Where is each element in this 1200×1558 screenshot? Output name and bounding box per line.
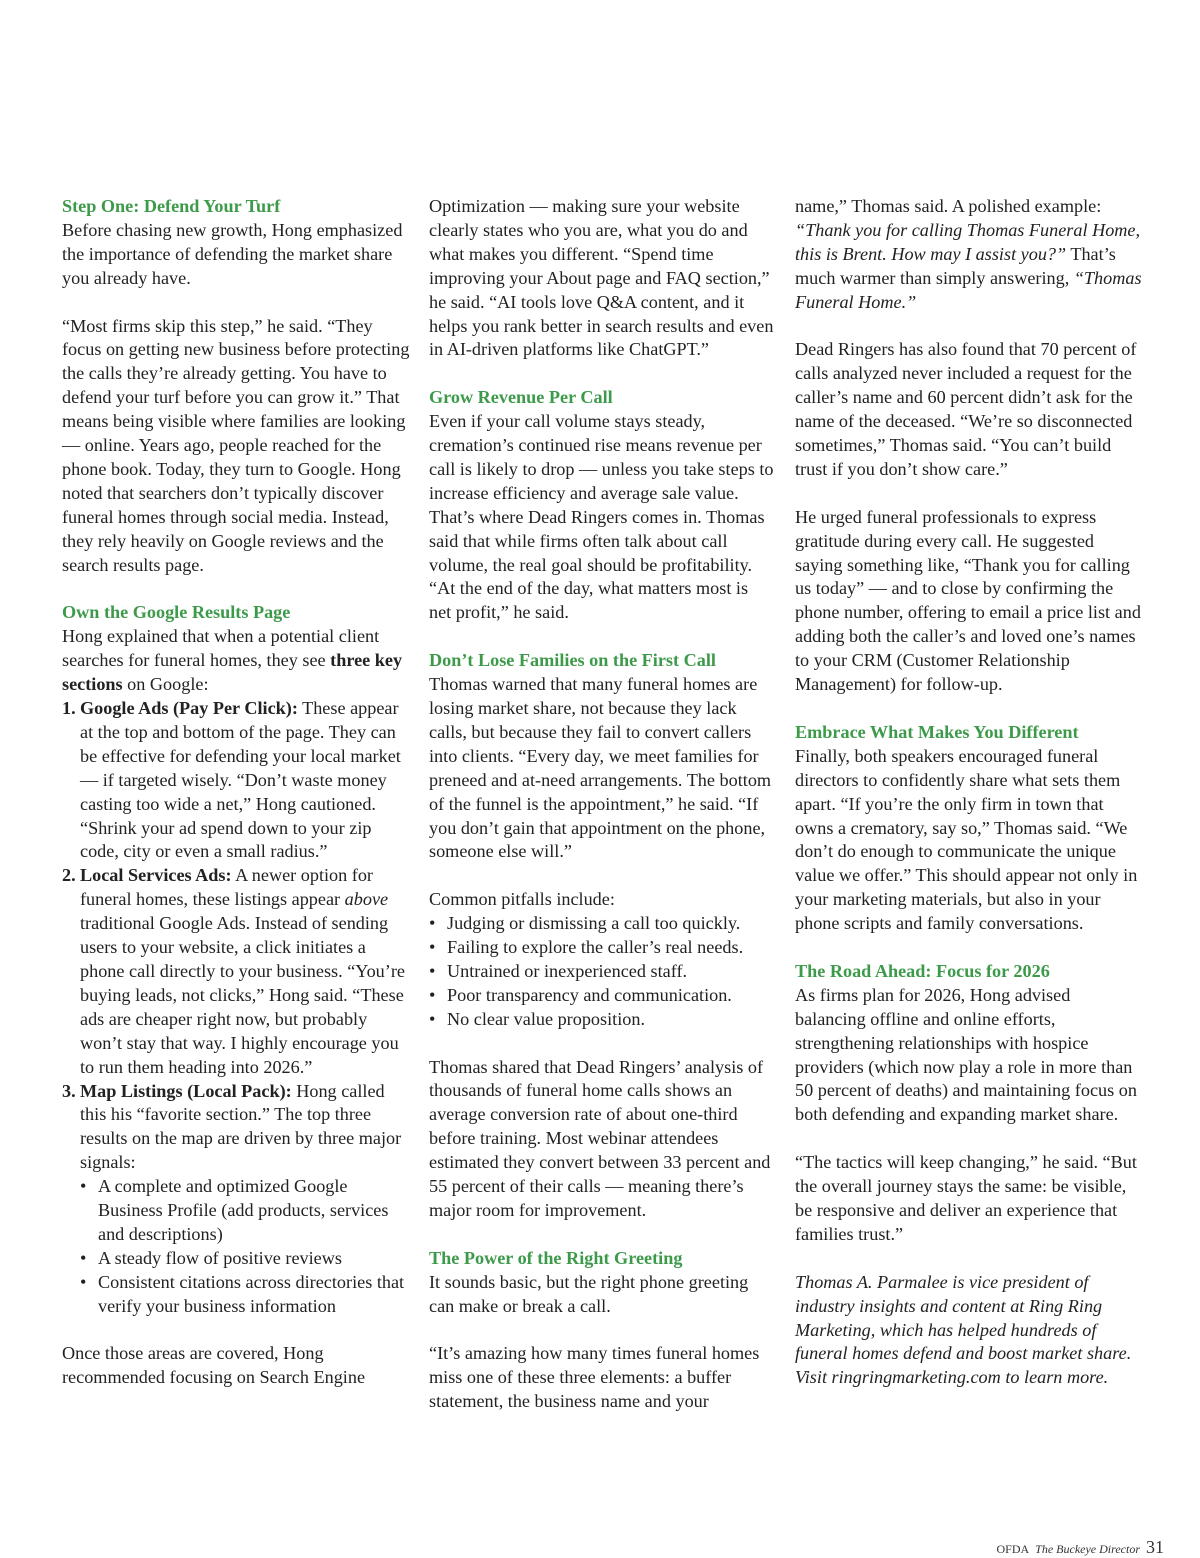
paragraph: Finally, both speakers encouraged funeral directors to confidently share what sets them apart. “If you’re the only firm in town that owns a crematory, say so,” Thomas said. “We don’t do enough to communicate the unique value we offer.” This should appear not only in your marketing materials, but also in your phone scripts and family conversations.	[795, 745, 1138, 934]
bullet-list	[429, 912, 774, 1032]
paragraph: “Most firms skip this step,” he said. “They focus on getting new business before protecting the calls they’re already getting. You have to defend your turf before you can grow it.” That means being visible where families are looking — online. Years ago, people reached for the phone book. Today, they turn to Google. Hong noted that searchers don’t typically discover funeral homes through social media. Instead, they rely heavily on Google reviews and the search results page.	[62, 315, 410, 575]
section-heading: The Road Ahead: Focus for 2026	[795, 960, 1050, 981]
page-number: 31	[1146, 1537, 1164, 1557]
bullet-item: • Untrained or inexperienced staff.	[429, 960, 774, 984]
paragraph: name,” Thomas said. A polished example: “Thank you for calling Thomas Funeral Home, this is Brent. How may I assist you?” That’s much warmer than simply answering, “Thomas Funeral Home.”	[795, 196, 1142, 312]
list-item: 3. Map Listings (Local Pack): Hong called this his “favorite section.” The top three results on the map are driven by three major signals: • A complete and optimized Google Business Profile (add products, services and descriptions) • A steady flow of positive reviews • Consistent citations across directories that verify your business information	[62, 1080, 412, 1319]
section-heading: Step One: Defend Your Turf	[62, 196, 281, 216]
bullet-item: • Failing to explore the caller’s real needs.	[429, 936, 774, 960]
bullet-item: • Consistent citations across directories that verify your business information	[80, 1271, 412, 1319]
list-item: 1. Google Ads (Pay Per Click): These appear at the top and bottom of the page. They can be effective for defending your local market — if targeted wisely. “Don’t waste money casting too wide a net,” Hong cautioned. “Shrink your ad spend down to your zip code, city or even a small radius.”	[62, 698, 401, 862]
section-heading: The Power of the Right Greeting	[429, 1247, 683, 1268]
paragraph: Thomas shared that Dead Ringers’ analysis of thousands of funeral home calls shows an average conversion rate of about one-third before training. Most webinar attendees estimated they convert between 33 percent and 55 percent of their calls — meaning there’s major room for improvement.	[429, 1056, 771, 1220]
bullet-item: • A complete and optimized Google Business Profile (add products, services and descriptions)	[80, 1175, 412, 1247]
section-heading: Own the Google Results Page	[62, 602, 291, 623]
paragraph: “It’s amazing how many times funeral homes miss one of these three elements: a buffer statement, the business name and your	[429, 1343, 760, 1412]
list-item: 2. Local Services Ads: A newer option for funeral homes, these listings appear above traditional Google Ads. Instead of sending users to your website, a click initiates a phone call directly to your business. “You’re buying leads, not clicks,” Hong said. “These ads are cheaper right now, but probably won’t stay that way. I highly encourage you to run them heading into 2026.”	[62, 865, 405, 1077]
bullet-item: • No clear value proposition.	[429, 1008, 774, 1032]
paragraph: Dead Ringers has also found that 70 percent of calls analyzed never included a request for the caller’s name and 60 percent didn’t ask for the name of the deceased. “We’re so disconnected sometimes,” Thomas said. “You can’t build trust if you don’t show care.”	[795, 339, 1137, 479]
paragraph: Thomas warned that many funeral homes are losing market share, not because they lack calls, but because they fail to convert callers into clients. “Every day, we meet families for preneed and at-need arrangements. The bottom of the funnel is the appointment,” he said. “If you don’t gain that appointment on the phone, someone else will.”	[429, 674, 772, 862]
article-column-1	[62, 195, 412, 1390]
page-footer	[996, 1537, 1164, 1558]
paragraph: Optimization — making sure your website clearly states who you are, what you do and what makes you different. “Spend time improving your About page and FAQ section,” he said. “AI tools love Q&A content, and it helps you rank better in search results and even in AI-driven platforms like ChatGPT.”	[429, 196, 774, 360]
paragraph: He urged funeral professionals to express gratitude during every call. He suggested saying something like, “Thank you for calling us today” — and to close by confirming the phone number, offering to email a price list and adding both the caller’s and loved one’s names to your CRM (Customer Relationship Management) for follow-up.	[795, 506, 1141, 695]
numbered-list	[62, 697, 412, 1319]
bullet-item: • Poor transparency and communication.	[429, 984, 774, 1008]
bullet-item: • Judging or dismissing a call too quickly.	[429, 912, 774, 936]
paragraph: As firms plan for 2026, Hong advised balancing offline and online efforts, strengthening relationships with hospice providers (which now play a role in more than 50 percent of deaths) and maintaining focus on both defending and expanding market share.	[795, 984, 1137, 1125]
article-column-2	[429, 195, 774, 1414]
author-bio: Thomas A. Parmalee is vice president of industry insights and content at Ring Ring Marketing, which has helped hundreds of funeral homes defend and boost market share. Visit ringringmarketing.com to learn more.	[795, 1271, 1132, 1388]
section-heading: Don’t Lose Families on the First Call	[429, 650, 716, 671]
footer-publication: The Buckeye Director	[1035, 1542, 1140, 1556]
footer-org: OFDA	[996, 1542, 1030, 1556]
section-heading: Embrace What Makes You Different	[795, 721, 1079, 742]
paragraph: It sounds basic, but the right phone greeting can make or break a call.	[429, 1271, 749, 1316]
article-column-3	[795, 195, 1145, 1390]
sub-bullet-list	[80, 1175, 412, 1318]
paragraph: “The tactics will keep changing,” he said. “But the overall journey stays the same: be visible, be responsive and deliver an experience that families trust.”	[795, 1152, 1137, 1244]
paragraph: Hong explained that when a potential client searches for funeral homes, they see three key sections on Google:	[62, 626, 403, 695]
section-heading: Grow Revenue Per Call	[429, 387, 613, 408]
paragraph: Once those areas are covered, Hong recommended focusing on Search Engine	[62, 1343, 366, 1388]
paragraph: Common pitfalls include:	[429, 889, 615, 910]
paragraph: Before chasing new growth, Hong emphasized the importance of defending the market share you already have.	[62, 219, 403, 288]
bullet-item: • A steady flow of positive reviews	[80, 1247, 412, 1271]
paragraph: Even if your call volume stays steady, cremation’s continued rise means revenue per call is likely to drop — unless you take steps to increase efficiency and average sale value. That’s where Dead Ringers comes in. Thomas said that while firms often talk about call volume, the real goal should be profitability. “At the end of the day, what matters most is net profit,” he said.	[429, 411, 774, 623]
